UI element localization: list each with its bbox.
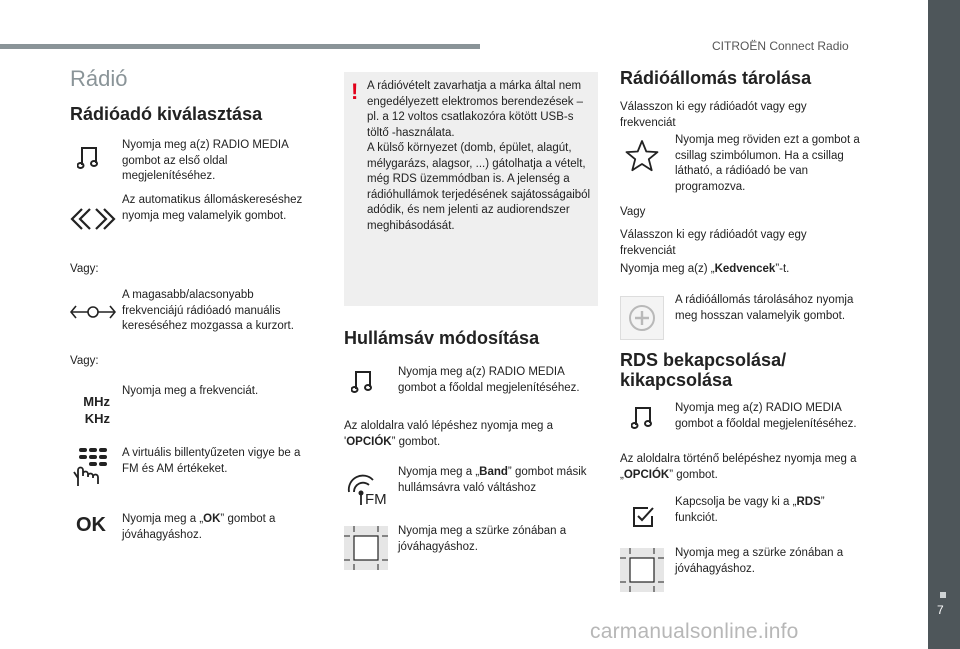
fm-signal-icon <box>346 472 388 506</box>
warning-text: A rádióvételt zavarhatja a márka által nem engedélyezett elektromos berendezések – pl. a 12 voltos csatlakozóra kötött USB-s töltő -használata. A külső környezet (domb, épület, alagút, mélygarázs, alagsor, ...) gátolhatja a vételt, még RDS üzemmódban is. A jelenség a rádióhullámok terjedésének sajátosságaiból adódik, és nem jelenti az audiorendszer meghibásodását. <box>367 80 591 232</box>
band-step-3: Nyomja meg a „Band” gombot másik hullámsávra való váltáshoz <box>398 466 587 494</box>
brand-label: CITROËN Connect Radio <box>712 39 849 53</box>
rds-step-4: Nyomja meg a szürke zónában a jóváhagyáshoz. <box>675 547 844 575</box>
grey-zone-icon <box>620 548 664 592</box>
side-bar <box>928 0 960 649</box>
music-note-icon <box>76 144 100 170</box>
store-step-1: Válasszon ki egy rádióadót vagy egy frekvenciát <box>620 101 807 129</box>
ok-icon: OK <box>76 513 106 536</box>
select-station-heading: Rádióadó kiválasztása <box>70 104 263 124</box>
star-icon <box>624 138 660 174</box>
mhz-khz-icon <box>74 392 110 428</box>
music-note-icon <box>630 404 654 430</box>
store-step-3: Válasszon ki egy rádióadót vagy egy frekvenciát <box>620 229 807 257</box>
select-step-5: A virtuális billentyűzeten vigye be a FM és AM értékeket. <box>122 447 301 475</box>
rds-heading: RDS bekapcsolása/ kikapcsolása <box>620 350 787 390</box>
rds-step-1: Nyomja meg a(z) RADIO MEDIA gombot a főoldal megjelenítéséhez. <box>675 402 857 430</box>
band-step-4: Nyomja meg a szürke zónában a jóváhagyáshoz. <box>398 525 567 553</box>
select-step-6: Nyomja meg a „OK” gombot a jóváhagyáshoz. <box>122 513 276 541</box>
store-station-heading: Rádióállomás tárolása <box>620 68 812 88</box>
warning-icon: ! <box>351 79 359 104</box>
select-step-3: A magasabb/alacsonyabb frekvenciájú rádióadó manuális kereséséhez mozgassa a kurzort. <box>122 289 294 332</box>
side-bar-marker <box>940 592 946 598</box>
store-step-2: Nyomja meg röviden ezt a gombot a csillag szimbólumon. Ha a csillag látható, a rádióadó be van programozva. <box>675 134 860 193</box>
band-step-2: Az aloldalra való lépéshez nyomja meg a 'OPCIÓK” gombot. <box>344 420 554 448</box>
checkbox-icon <box>630 504 656 530</box>
header-rule <box>0 44 480 49</box>
watermark: carmanualsonline.info <box>590 620 799 643</box>
seek-arrows-icon <box>70 206 116 232</box>
rds-step-3: Kapcsolja be vagy ki a „RDS” funkciót. <box>675 496 825 524</box>
keypad-touch-icon <box>72 446 110 488</box>
section-title: Rádió <box>70 66 128 91</box>
change-band-heading: Hullámsáv módosítása <box>344 328 540 348</box>
or-label-1: Vagy: <box>70 263 99 275</box>
store-step-5: A rádióállomás tárolásához nyomja meg hosszan valamelyik gombot. <box>675 294 854 322</box>
select-step-2: Az automatikus állomáskereséshez nyomja meg valamelyik gombot. <box>122 194 303 222</box>
store-step-4: Nyomja meg a(z) „Kedvencek”-t. <box>620 263 790 275</box>
music-note-icon <box>350 368 374 394</box>
or-label-3: Vagy <box>620 206 646 218</box>
add-preset-icon <box>620 296 664 340</box>
page-number: 7 <box>937 603 944 617</box>
select-step-1: Nyomja meg a(z) RADIO MEDIA gombot az első oldal megjelenítéséhez. <box>122 139 289 182</box>
rds-step-2: Az aloldalra történő belépéshez nyomja meg a „OPCIÓK” gombot. <box>620 453 857 481</box>
band-step-1: Nyomja meg a(z) RADIO MEDIA gombot a főoldal megjelenítéséhez. <box>398 366 580 394</box>
grey-zone-icon <box>344 526 388 570</box>
select-step-4: Nyomja meg a frekvenciát. <box>122 385 259 397</box>
or-label-2: Vagy: <box>70 355 99 367</box>
khz-text: KHz <box>84 411 110 426</box>
slider-cursor-icon <box>70 302 116 322</box>
fm-icon-text: FM <box>365 491 387 506</box>
mhz-text: MHz <box>83 394 110 409</box>
